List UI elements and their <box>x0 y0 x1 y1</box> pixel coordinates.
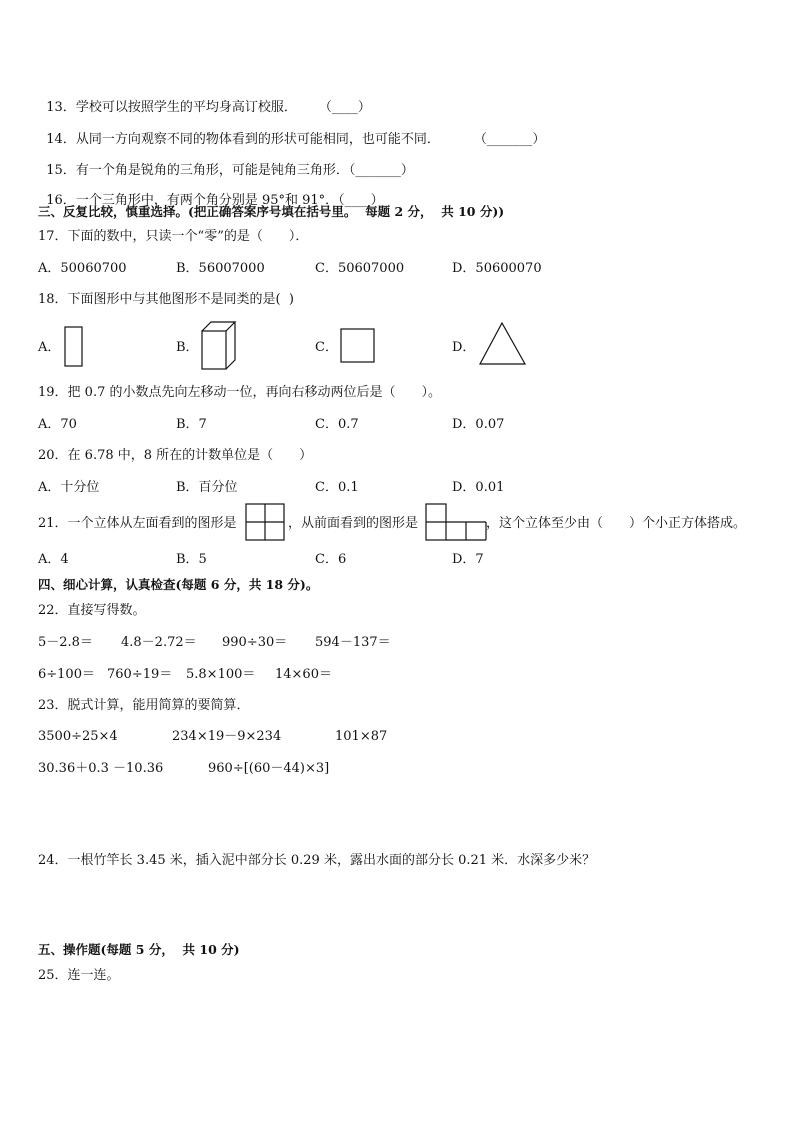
question-20-stem: 20．在 6.78 中，8 所在的计数单位是（ ） <box>38 448 313 463</box>
section-three-title: 三、反复比较，慎重选择。(把正确答案序号填在括号里。 每题 2 分， 共 10 分)) <box>38 204 505 219</box>
question-25-stem: 25．连一连。 <box>38 968 120 983</box>
calc-item: 5－2.8＝ <box>38 635 93 650</box>
rectangle-shape <box>64 326 84 368</box>
question-22-stem: 22．直接写得数。 <box>38 603 146 618</box>
question-14 <box>38 116 545 148</box>
cuboid-shape <box>201 321 237 371</box>
calc-item: 594－137＝ <box>315 635 391 650</box>
calc-item: 760÷19＝ <box>107 667 173 682</box>
calc-item: 30.36＋0.3 －10.36 <box>38 761 164 776</box>
calc-item: 960÷[(60－44)×3] <box>208 761 330 776</box>
answer-blank: （_______） <box>348 163 414 178</box>
question-text: 从同一方向观察不同的物体看到的形状可能相同，也可能不同． <box>75 132 440 147</box>
option-a: A．十分位 <box>38 480 100 495</box>
question-number: 13． <box>46 100 76 115</box>
calc-item: 14×60＝ <box>275 667 332 682</box>
question-17-stem: 17．下面的数中，只读一个“零”的是（ ）． <box>38 229 309 244</box>
option-d: D． <box>452 340 476 355</box>
option-c: C． <box>315 340 338 355</box>
option-c: C．50607000 <box>315 261 405 276</box>
calc-item: 6÷100＝ <box>38 667 95 682</box>
option-c: C．0.1 <box>315 480 359 495</box>
section-four-title: 四、细心计算，认真检查(每题 6 分，共 18 分)。 <box>38 577 319 592</box>
answer-blank: （____） <box>318 100 371 115</box>
calc-item: 990÷30＝ <box>222 635 288 650</box>
calc-item: 101×87 <box>335 729 388 744</box>
question-24-stem: 24．一根竹竿长 3.45 米，插入泥中部分长 0.29 米，露出水面的部分长 0.21 米．水深多少米？ <box>38 853 596 868</box>
question-18-stem: 18．下面图形中与其他图形不是同类的是( ) <box>38 292 294 307</box>
question-21-stem-part-1: 21．一个立体从左面看到的图形是 <box>38 516 237 531</box>
section-five-title: 五、操作题(每题 5 分， 共 10 分) <box>38 942 240 957</box>
question-23-stem: 23．脱式计算，能用简算的要简算． <box>38 698 250 713</box>
question-number: 14． <box>46 132 76 147</box>
option-b: B．56007000 <box>176 261 265 276</box>
option-c: C．0.7 <box>315 417 359 432</box>
question-text: 有一个角是锐角的三角形，可能是钝角三角形． <box>75 163 349 178</box>
question-21-stem-part-2: ，从前面看到的图形是 <box>288 516 419 531</box>
left-view-figure <box>245 503 287 543</box>
option-a: A．70 <box>38 417 77 432</box>
question-15 <box>38 147 414 179</box>
option-a: A．50060700 <box>38 261 127 276</box>
option-d: D．7 <box>452 552 484 567</box>
option-c: C．6 <box>315 552 347 567</box>
calc-item: 234×19－9×234 <box>172 729 282 744</box>
option-d: D．50600070 <box>452 261 542 276</box>
calc-item: 4.8－2.72＝ <box>121 635 197 650</box>
option-b: B． <box>176 340 199 355</box>
option-d: D．0.07 <box>452 417 505 432</box>
front-view-figure <box>425 503 489 543</box>
calc-item: 3500÷25×4 <box>38 729 118 744</box>
question-text: 一个三角形中，有两个角分别是 95°和 91°． <box>75 193 339 208</box>
option-a: A． <box>38 340 61 355</box>
question-text: 学校可以按照学生的平均身高订校服． <box>75 100 297 115</box>
calc-item: 5.8×100＝ <box>186 667 256 682</box>
option-b: B．百分位 <box>176 480 238 495</box>
option-b: B．5 <box>176 552 207 567</box>
option-b: B．7 <box>176 417 207 432</box>
question-19-stem: 19．把 0.7 的小数点先向左移动一位，再向右移动两位后是（ ）。 <box>38 385 441 400</box>
triangle-shape <box>478 321 528 367</box>
option-a: A．4 <box>38 552 69 567</box>
answer-blank: （_______） <box>473 132 546 147</box>
question-number: 16． <box>46 193 76 208</box>
question-21-stem-part-3: ，这个立体至少由（ ）个小正方体搭成。 <box>486 516 747 531</box>
option-d: D．0.01 <box>452 480 505 495</box>
answer-blank: （____） <box>338 193 384 208</box>
question-13 <box>38 84 371 116</box>
square-shape <box>340 328 376 364</box>
question-number: 15． <box>46 163 76 178</box>
